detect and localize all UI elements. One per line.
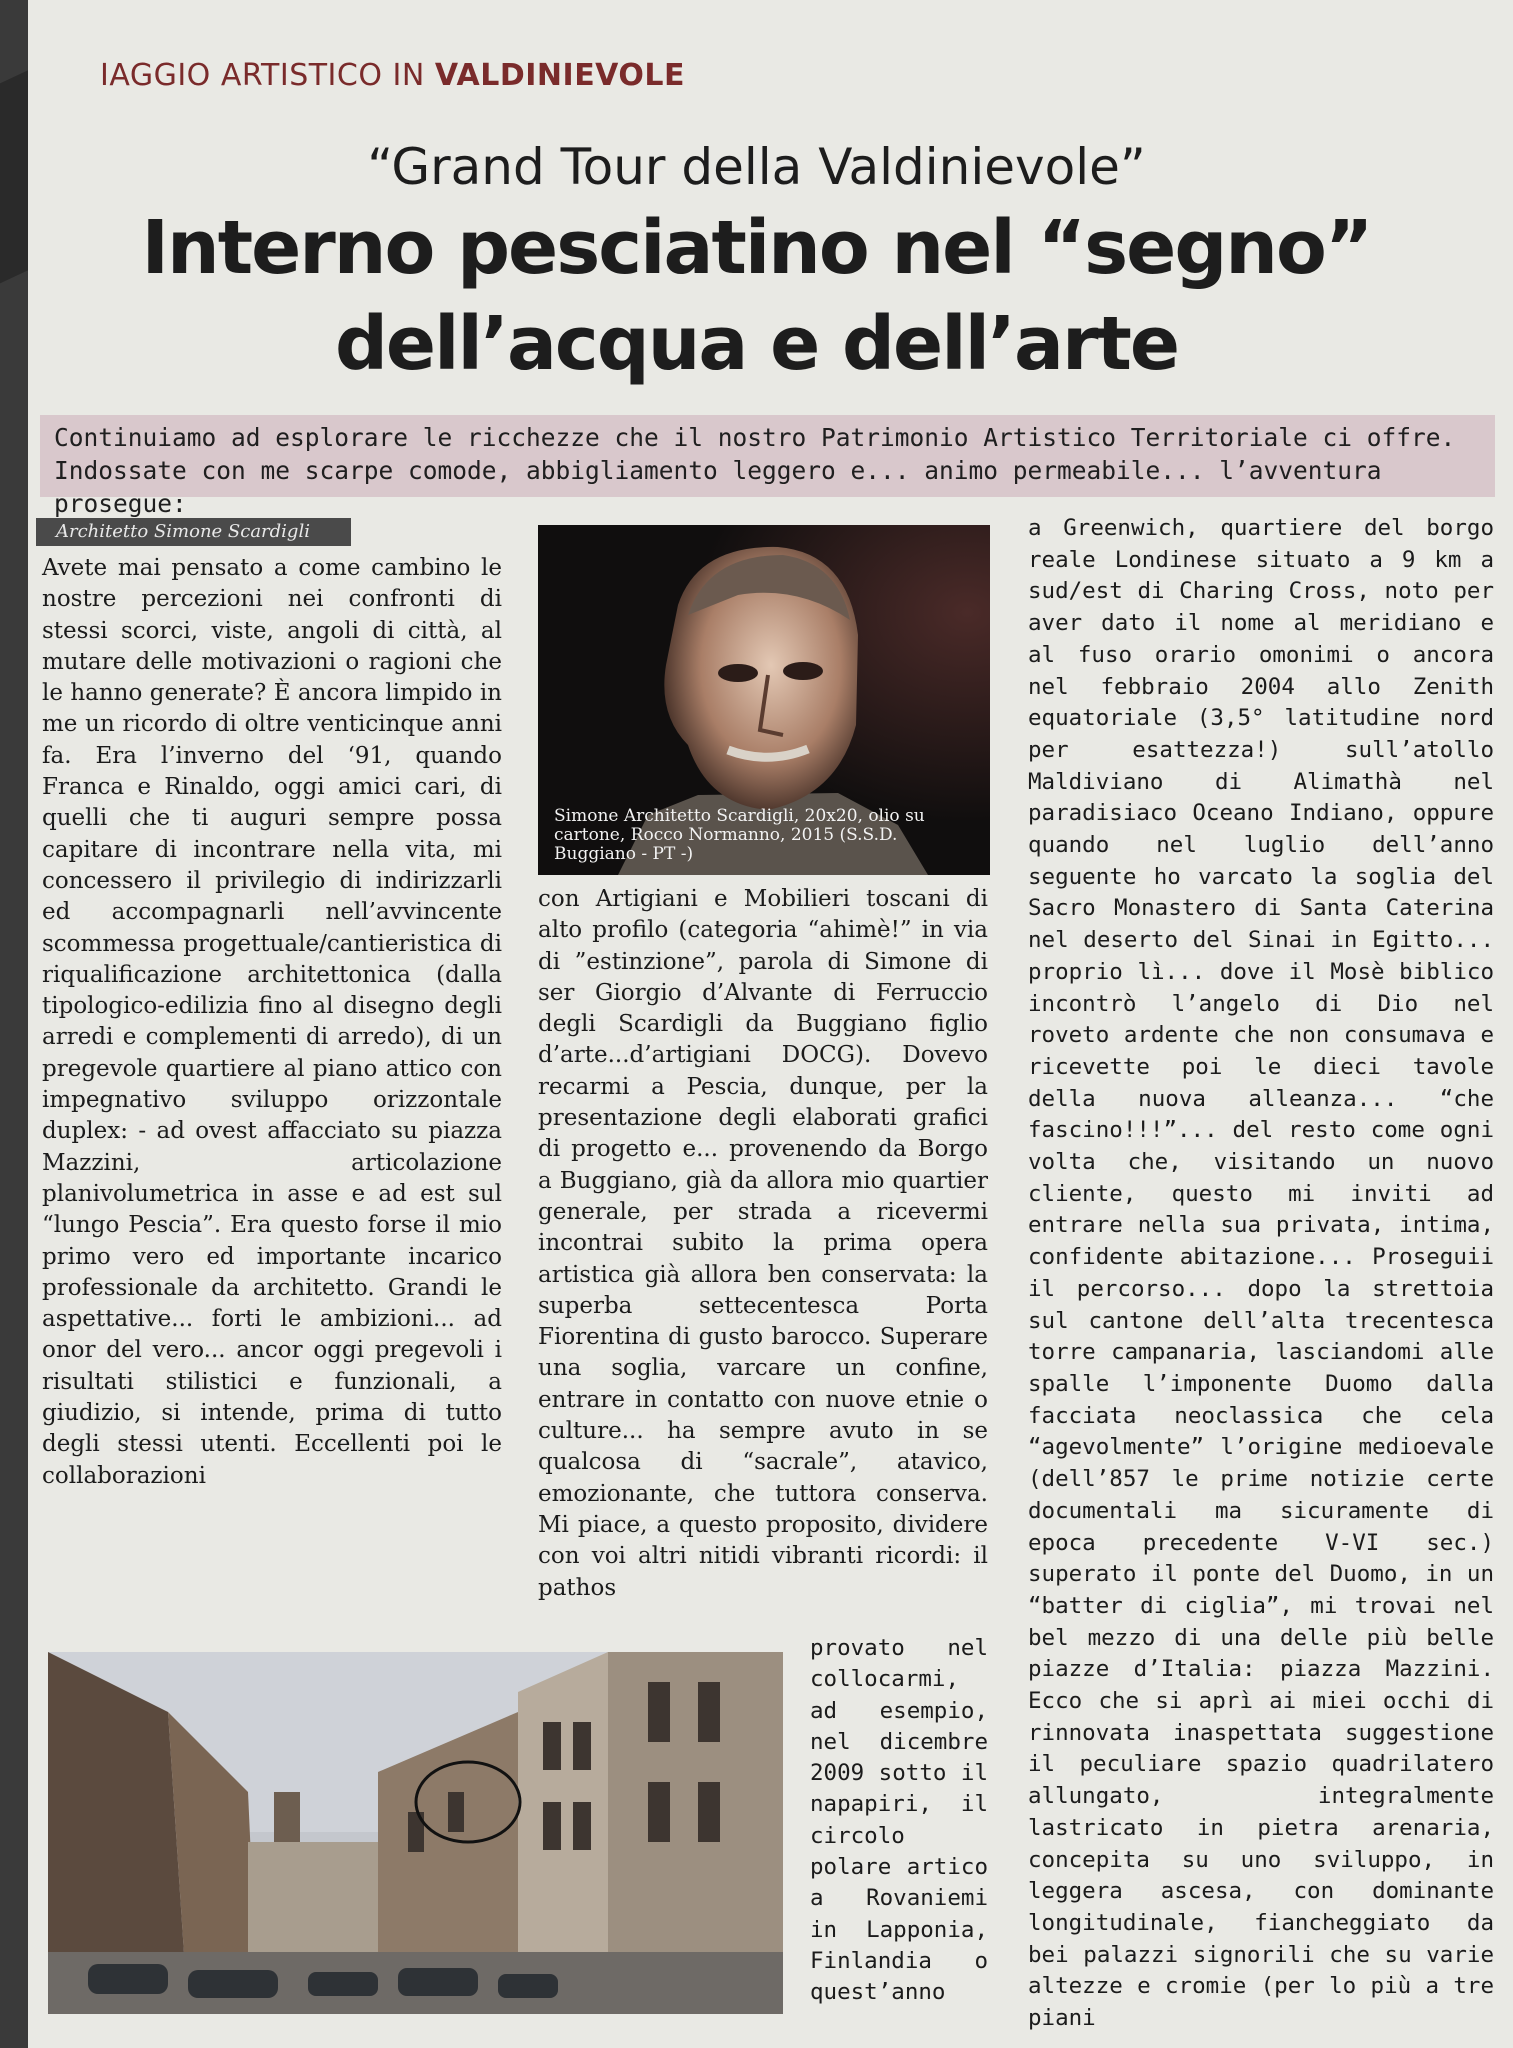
intro-paragraph: Continuiamo ad esplorare le ricchezze che il nostro Patrimonio Artistico Territoriale ci offre. Indossate con me scarpe comode, abbigliamento leggero e... animo permeabile... l’avventura prosegue: [40,415,1495,497]
headline-line-1: Interno pesciatino nel “segno” [141,205,1372,291]
article-column-1: Avete mai pensato a come cambino le nostre percezioni nei confronti di stessi scorci, viste, angoli di città, al mutare delle motivazioni o ragioni che le hanno generate? È ancora limpido in me un ricordo di oltre venticinque anni fa. Era l’inverno del ‘91, quando Franca e Rinaldo, oggi amici cari, di quelli che ti auguri sempre possa capitare di incontrare nella vita, mi concessero il privilegio di indirizzarli ed accompagnarli nell’avvincente scommessa progettuale/cantieristica di riqualificazione architettonica (dalla tipologico-edilizia fino al disegno degli arredi e complementi di arredo), di un pregevole quartiere al piano attico con impegnativo sviluppo orizzontale duplex: - ad ovest affacciato su piazza Mazzini, articolazione planivolumetrica in asse e ad est sul “lungo Pescia”. Era questo forse il mio primo vero ed importante incarico professionale da architetto. Grandi le aspettative... forti le ambizioni... ad onor del vero... ancor oggi pregevoli i risultati stilistici e funzionali, a giudizio, si intende, prima di tutto degli stessi utenti. Eccellenti poi le collaborazioni [42,555,502,1489]
article-column-3: a Greenwich, quartiere del borgo reale Londinese situato a 9 km a sud/est di Charing Cross, noto per aver dato il nome al meridiano e al fuso orario omonimi o ancora nel febbraio 2004 allo Zenith equatoriale (3,5° latitudine nord per esattezza!) sull’atollo Maldiviano di Alimathà nel paradisiaco Oceano Indiano, oppure quando nel luglio dell’anno seguente ho varcato la soglia del Sacro Monastero di Santa Caterina nel deserto del Sinai in Egitto... proprio lì... dove il Mosè biblico incontrò l’angelo di Dio nel roveto ardente che non consumava e ricevette poi le dieci tavole della nuova alleanza... “che fascino!!!”... del resto come ogni volta che, visitando un nuovo cliente, questo mi inviti ad entrare nella sua privata, intima, confidente abitazione... Proseguii il percorso... dopo la strettoia sul cantone dell’alta trecentesca torre campanaria, lasciandomi alle spalle l’imponente Duomo dalla facciata neoclassica che cela “agevolmente” l’origine medioevale (dell’857 le prime notizie certe documentali ma sicuramente di epoca precedente V-VI sec.) superato il ponte del Duomo, in un “batter di ciglia”, mi trovai nel bel mezzo di una delle più belle piazze d’Italia: piazza Mazzini. Ecco che si aprì ai miei occhi di rinnovata inaspettata suggestione il peculiare spazio quadrilatero allungato, integralmente lastricato in pietra arenaria, concepita su uno sviluppo, in leggera ascesa, con dominante longitudinale, fiancheggiato da bei palazzi signorili che su varie altezze e cromie (per lo più a tre piani [1028,515,1494,2032]
section-place: VALDINIEVOLE [434,58,685,93]
headline-line-2: dell’acqua e dell’arte [334,301,1179,387]
portrait-caption: Simone Architetto Scardigli, 20x20, olio su cartone, Rocco Normanno, 2015 (S.S.D. Buggiano - PT -) [554,806,925,864]
portrait-painting [538,525,990,875]
article-column-2-tail: provato nel collocarmi, ad esempio, nel dicembre 2009 sotto il napapiri, il circolo polare artico a Rovaniemi in Lapponia, Finlandia o quest’anno [810,1635,988,2006]
piazza-photo-illustration [48,1652,783,2014]
street-photo [48,1652,783,2014]
article-subtitle: “Grand Tour della Valdinievole” [367,138,1146,196]
section-header [100,58,685,93]
article-headline [0,200,1513,392]
section-prefix: IAGGIO ARTISTICO IN [100,58,435,93]
author-byline: Architetto Simone Scardigli [36,518,351,546]
article-column-2: con Artigiani e Mobilieri toscani di alto profilo (categoria “ahimè!” in via di ”estinzione”, parola di Simone di ser Giorgio d’Alvante di Ferruccio degli Scardigli da Buggiano figlio d’arte...d’artigiani DOCG). Dovevo recarmi a Pescia, dunque, per la presentazione degli elaborati grafici di progetto e... provenendo da Borgo a Buggiano, già da allora mio quartier generale, per strada a ricevermi incontrai subito la prima opera artistica già allora ben conservata: la superba settecentesca Porta Fiorentina di gusto barocco. Superare una soglia, varcare un confine, entrare in contatto con nuove etnie o culture... ha sempre avuto in se qualcosa di “sacrale”, atavico, emozionante, che tuttora conserva. Mi piace, a questo proposito, dividere con voi altri nitidi vibranti ricordi: il pathos [538,886,988,1601]
